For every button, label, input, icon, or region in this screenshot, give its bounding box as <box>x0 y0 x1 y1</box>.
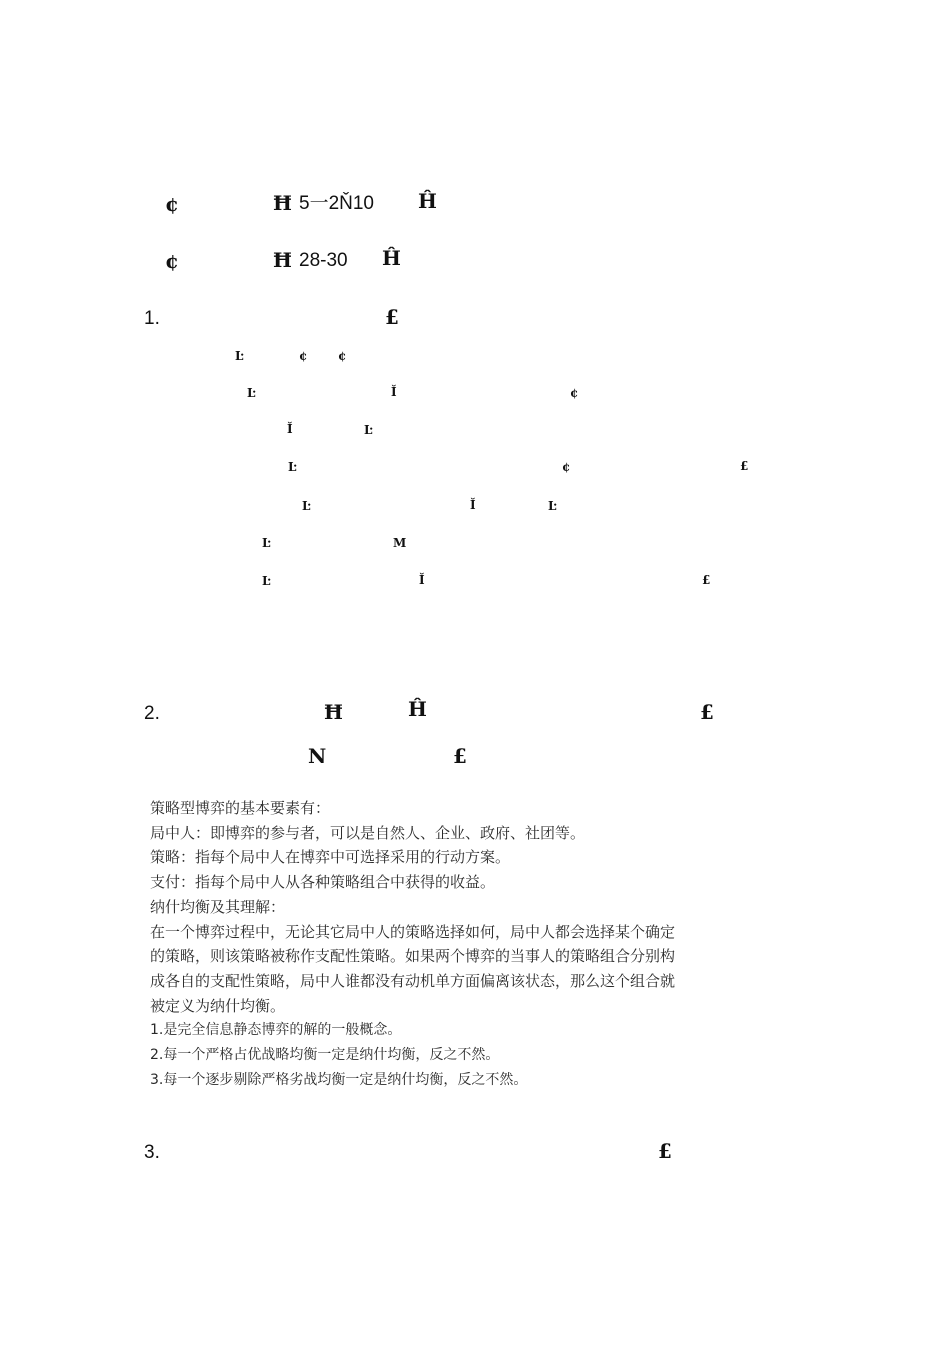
q1-glyph: Ŀ <box>288 460 297 474</box>
header-mark-1: ¢ <box>165 192 179 216</box>
q1-glyph: M <box>393 536 407 550</box>
q1-glyph: Ĭ <box>287 422 293 436</box>
q1-glyph: £ <box>702 573 711 587</box>
answer-line: 在一个博弈过程中，无论其它局中人的策略选择如何，局中人都会选择某个确定 <box>150 922 676 941</box>
question-3-mark: £ <box>658 1139 672 1163</box>
q1-glyph: Ĭ <box>419 573 425 587</box>
question-2-number: 2. <box>144 703 160 724</box>
q1-glyph: Ŀ <box>247 386 256 400</box>
q1-glyph: Ŀ <box>235 349 244 363</box>
answer-line: 支付：指每个局中人从各种策略组合中获得的收益。 <box>150 873 496 892</box>
answer-line: 被定义为纳什均衡。 <box>150 996 286 1015</box>
q1-glyph: ¢ <box>299 349 308 363</box>
q1-glyph: Ŀ <box>262 574 271 588</box>
header-symbol-2a: Ħ <box>273 248 292 272</box>
question-2-symbol-a: Ħ <box>324 700 343 724</box>
question-2-mark: £ <box>700 700 714 724</box>
question-2-symbol-b: Ĥ <box>408 697 427 721</box>
question-1-mark: £ <box>385 305 399 329</box>
q1-glyph: Ŀ <box>364 423 373 437</box>
question-2-sub-symbol: N <box>308 744 327 768</box>
header-mark-2: ¢ <box>165 249 179 273</box>
header-text-2: 28-30 <box>299 250 348 271</box>
answer-line: 1.是完全信息静态博弈的解的一般概念。 <box>150 1022 402 1039</box>
question-2-sub-mark: £ <box>453 744 467 768</box>
answer-line: 策略型博弈的基本要素有： <box>150 799 331 817</box>
q1-glyph: Ĭ <box>470 498 476 512</box>
answer-line: 纳什均衡及其理解： <box>150 897 286 916</box>
q1-glyph: Ŀ <box>302 499 311 513</box>
header-symbol-1b: Ĥ <box>418 189 437 213</box>
header-text-1: 5一2Ň10 <box>299 193 374 214</box>
q1-glyph: ¢ <box>562 460 571 474</box>
answer-line: 成各自的支配性策略，局中人谁都没有动机单方面偏离该状态，那么这个组合就 <box>150 971 676 990</box>
q1-glyph: Ĭ <box>391 385 397 399</box>
q1-glyph: ¢ <box>338 349 347 363</box>
question-1-number: 1. <box>144 308 160 329</box>
answer-line: 的策略，则该策略被称作支配性策略。如果两个博弈的当事人的策略组合分别构 <box>150 947 676 966</box>
q1-glyph: ¢ <box>570 386 579 400</box>
answer-line: 2.每一个严格占优战略均衡一定是纳什均衡，反之不然。 <box>150 1047 500 1064</box>
answer-line: 局中人：即博弈的参与者，可以是自然人、企业、政府、社团等。 <box>150 823 586 842</box>
q1-glyph: £ <box>740 459 749 473</box>
header-symbol-1a: Ħ <box>273 191 292 215</box>
answer-block <box>150 796 730 1092</box>
answer-line: 策略：指每个局中人在博弈中可选择采用的行动方案。 <box>150 848 511 867</box>
q1-glyph: Ŀ <box>262 536 271 550</box>
question-3-number: 3. <box>144 1142 160 1163</box>
answer-line: 3.每一个逐步剔除严格劣战均衡一定是纳什均衡，反之不然。 <box>150 1071 528 1088</box>
header-symbol-2b: Ĥ <box>382 246 401 270</box>
q1-glyph: Ŀ <box>548 499 557 513</box>
